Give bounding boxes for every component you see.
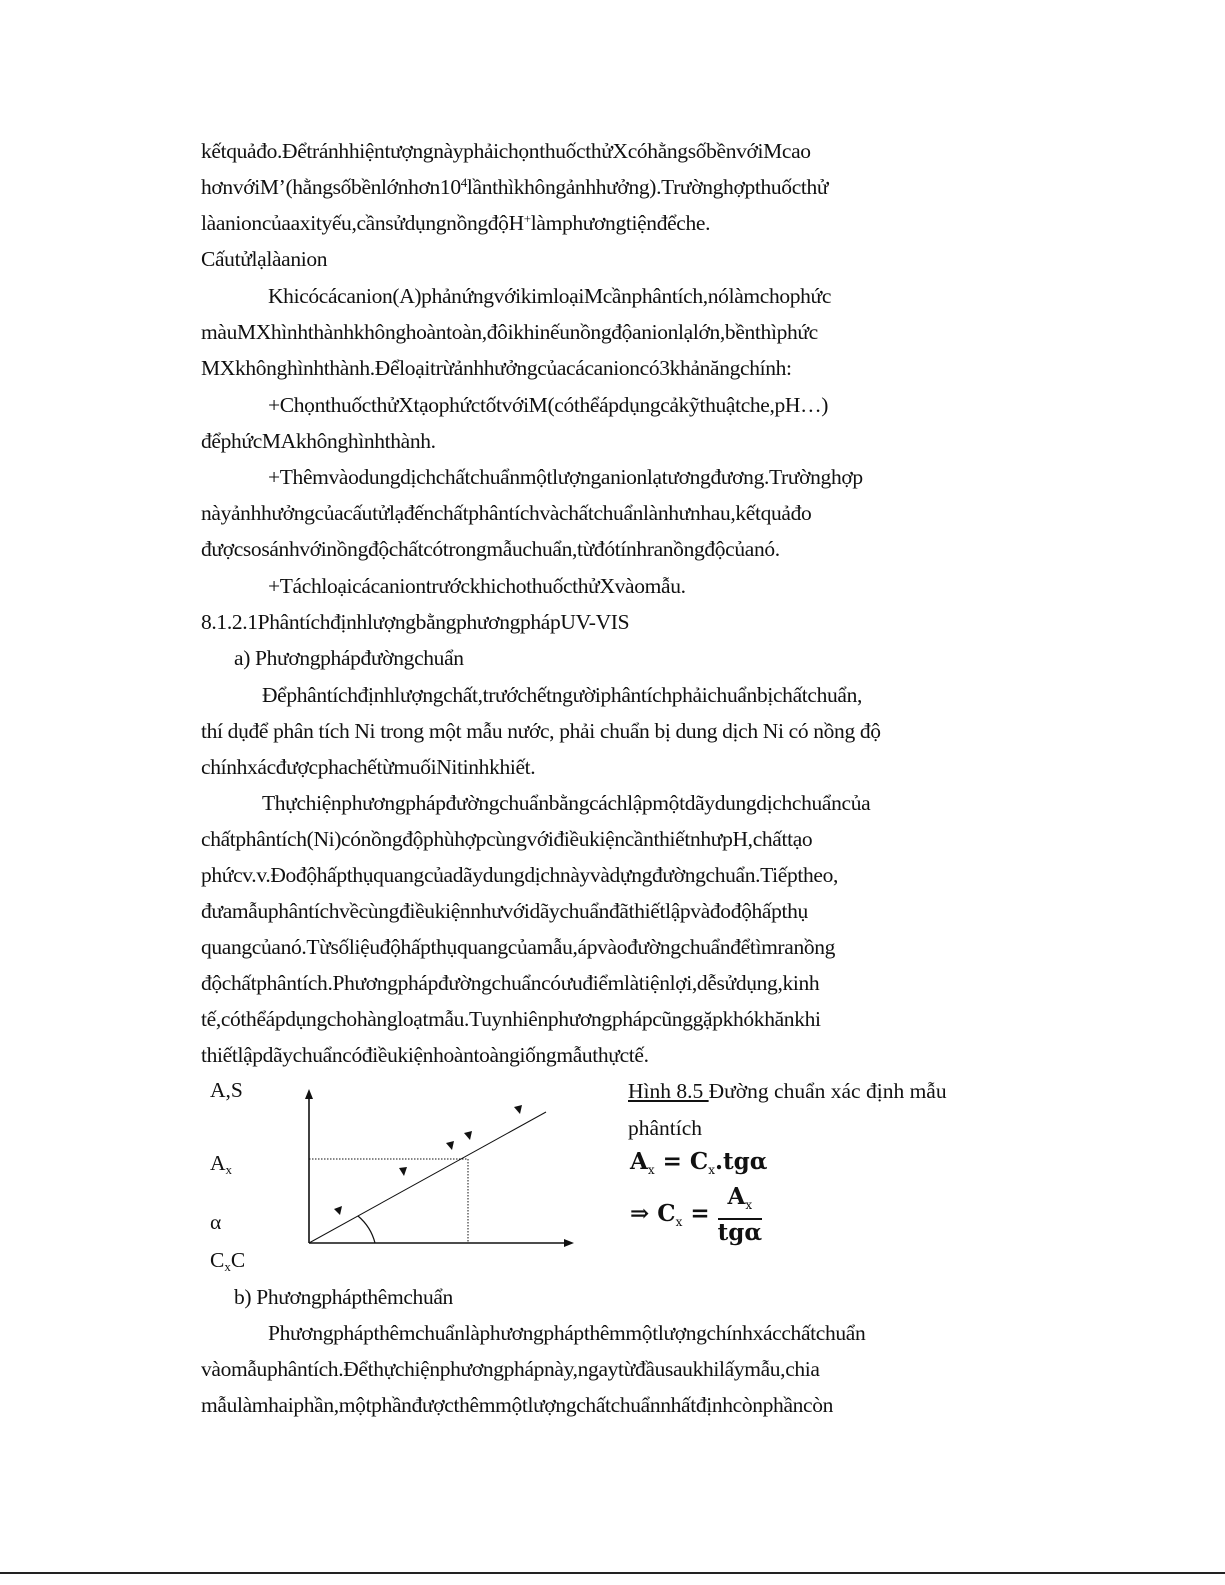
text-line: quangcủanó.Từsốliệuđộhấpthụquangcủamẫu,ápvàođườngchuẩnđểtìmranồng [201,935,836,959]
data-point [446,1141,454,1150]
angle-label: α [210,1210,222,1234]
text-line: Đểphântíchđịnhlượngchất,trướchếtngườiphântíchphảichuẩnbịchấtchuẩn, [262,683,862,707]
list-item: +TáchloạicácaniontrướckhichothuốcthửXvàomẫu. [268,574,686,598]
text-line: kếtquảđo.ĐểtránhhiệntượngnàyphảichọnthuốcthửXcóhằngsốbềnvớiMcao [201,139,811,163]
section-heading: 8.1.2.1PhântíchđịnhlượngbằngphươngphápUV-VIS [201,610,630,634]
text-line: tế,cóthểápdụngchohàngloạtmẫu.Tuynhiênphươngphápcũnggặpkhókhănkhi [201,1007,821,1031]
equation-ax: $A_x = C_x.tg\alpha$ [630,1148,768,1177]
text-line: độchấtphântích.Phươngphápđườngchuẩncóưuđiểmlàtiệnlợi,dễsửdụng,kinh [201,971,820,995]
subsection-heading: a) Phươngphápđườngchuẩn [234,646,464,670]
figure-caption-line2: phântích [628,1116,703,1140]
y-axis-arrow [305,1089,313,1099]
axis-label-y: A,S [210,1078,243,1102]
data-point [464,1131,472,1140]
equation-cx: ⇒ $C_x$ = $\frac{A_x}{\text{tgα}}$ [630,1183,763,1246]
text-line: đưamẫuphântíchvềcùngđiềukiệnnhưvớidãychuẩnđãthiếtlậpvàđođộhấpthụ [201,899,808,923]
list-item: +ChọnthuốcthửXtạophứctốtvớiM(cóthểápdụngcảkỹthuậtche,pH…) [268,393,829,417]
text-line: đểphứcMAkhônghìnhthành. [201,429,436,453]
data-point [514,1105,522,1114]
text-line: MXkhônghìnhthành.Đểloạitrừảnhhưởngcủacácanioncó3khảnăngchính: [201,356,792,380]
text-line: chínhxácđượcphachếtừmuốiNitinhkhiết. [201,755,536,779]
text-line: mẫulàmhaiphần,mộtphầnđượcthêmmộtlượngchấtchuẩnnhấtđịnhcònphầncòn [201,1393,834,1417]
x-axis-arrow [564,1239,574,1247]
text-line: đượcsosánhvớinồngđộchấtcótrongmẫuchuẩn,từđótínhranồngđộcủanó. [201,537,780,561]
data-point [334,1206,342,1215]
angle-arc [358,1216,375,1243]
text-line: $hơnvớiM’(hằngsốbềnlớnhơn10^4lầnthìkhôngảnhhưởng).Trườnghợpthuốcthử$ [201,175,829,199]
text-line: phứcv.v.Đođộhấpthụquangcủadãydungdịchnàyvàdựngđườngchuẩn.Tiếptheo, [201,863,839,887]
text-line: Thựchiệnphươngphápđườngchuẩnbằngcáchlậpmộtdãydungdịchchuẩncủa [262,791,871,815]
axis-label-ax: $A_x$ [210,1151,233,1177]
text-line: thí dụđể phân tích Ni trong một mẫu nước, phải chuẩn bị dung dịch Ni có nồng độ [201,719,881,743]
text-line: làanioncủaaxityếu,cầnsửdụngnồngđộH+làmphươngtiệnđểche. [201,211,711,235]
calibration-curve-chart [290,1088,590,1258]
list-item: +Thêmvàodungdịchchấtchuẩnmộtlượnganionlạtươngđương.Trườnghợp [268,465,863,489]
axis-label-x: $C_xC$ [210,1248,246,1274]
data-point [399,1167,407,1176]
text-line: chấtphântích(Ni)cónồngđộphùhợpcùngvớiđiềukiệncầnthiếtnhưpH,chấttạo [201,827,813,851]
text-line: Phươngphápthêmchuẩnlàphươngphápthêmmộtlượngchínhxácchấtchuẩn [268,1321,866,1345]
text-line: thiếtlậpdãychuẩncóđiềukiệnhoàntoàngiốngmẫuthựctế. [201,1043,649,1067]
text-line: Cấutửlạlàanion [201,247,328,271]
text-line: nàyảnhhưởngcủacấutửlạđếnchấtphântíchvàchấtchuẩnlànhưnhau,kếtquảđo [201,501,812,525]
text-line: màuMXhìnhthànhkhônghoàntoàn,đôikhinếunồngđộanionlạlớn,bềnthìphức [201,320,818,344]
text-line: Khicócácanion(A)phảnứngvớikimloạiMcầnphântích,nólàmchophức [268,284,832,308]
text-line: vàomẫuphântích.Đểthựchiệnphươngphápnày,ngaytừđầusaukhilấymẫu,chia [201,1357,820,1381]
page-bottom-rule [0,1572,1225,1574]
figure-caption: Hình 8.5 Đường chuẩn xác định mẫu [628,1079,947,1103]
subsection-heading: b) Phươngphápthêmchuẩn [234,1285,453,1309]
calibration-line [309,1112,546,1243]
